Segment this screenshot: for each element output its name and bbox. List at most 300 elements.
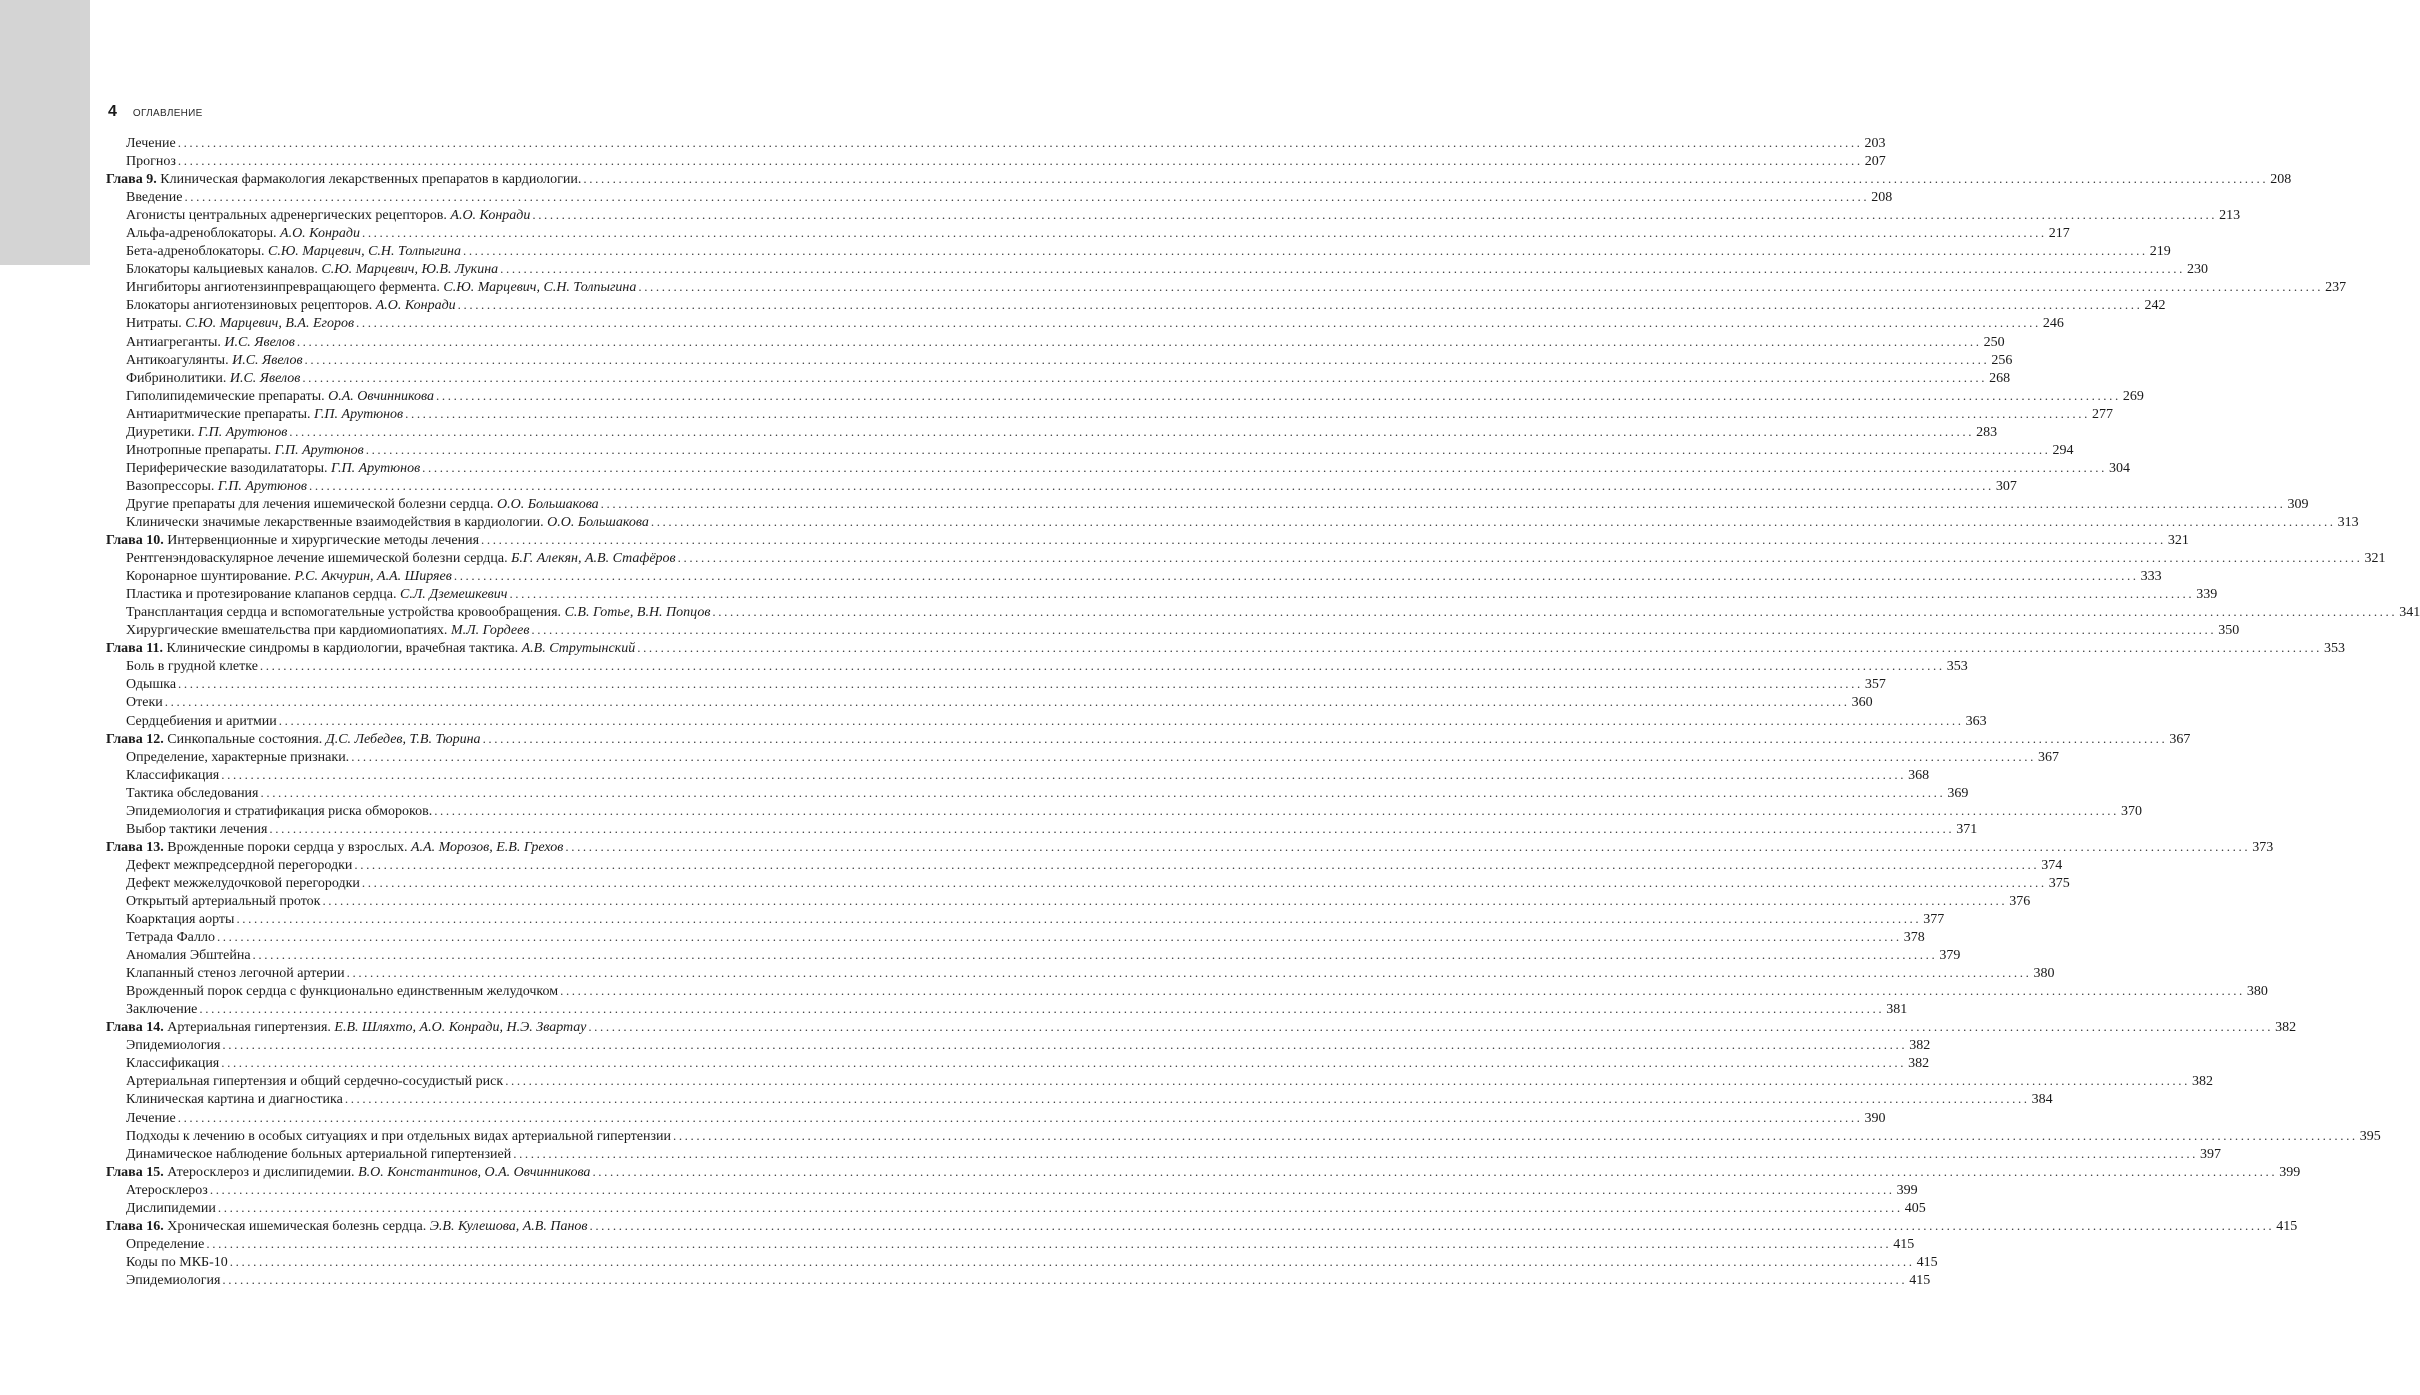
- toc-entry-text: [126, 586, 507, 604]
- toc-section-entry[interactable]: [106, 693, 1873, 711]
- toc-section-entry[interactable]: [106, 964, 2055, 982]
- entry-title: Пластика и протезирование клапанов сердца.: [126, 587, 397, 603]
- entry-authors: Э.В. Кулешова, А.В. Панов: [429, 1218, 588, 1234]
- entry-page-number: 380: [2033, 966, 2055, 982]
- toc-section-entry[interactable]: [106, 351, 2013, 369]
- toc-entry-text: [126, 496, 599, 514]
- entry-page-number: 294: [2052, 442, 2074, 458]
- toc-entry-text: [126, 424, 287, 442]
- entry-title: Заключение: [126, 1002, 198, 1018]
- toc-section-entry[interactable]: [106, 296, 2166, 314]
- toc-section-entry[interactable]: [106, 1054, 1930, 1072]
- entry-authors: С.Ю. Марцевич, Ю.В. Лукина: [321, 262, 499, 278]
- toc-section-entry[interactable]: [106, 278, 2347, 296]
- dot-leader: [505, 1072, 2190, 1090]
- toc-section-entry[interactable]: [106, 206, 2241, 224]
- toc-entry-text: [126, 153, 176, 171]
- toc-section-entry[interactable]: [106, 224, 2070, 242]
- toc-entry-text: [126, 911, 234, 929]
- toc-chapter-entry[interactable]: [106, 730, 2191, 748]
- toc-chapter-entry[interactable]: [106, 531, 2189, 549]
- toc-section-entry[interactable]: [106, 134, 1886, 152]
- entry-title: Артериальная гипертензия и общий сердечно-сосудистый риск: [126, 1074, 504, 1090]
- dot-leader: [601, 495, 2286, 513]
- toc-entry-text: [126, 514, 649, 532]
- entry-title: Врожденные пороки сердца у взрослых.: [167, 839, 408, 855]
- entry-page-number: 375: [2048, 875, 2070, 891]
- dot-leader: [560, 982, 2245, 1000]
- entry-page-number: 333: [2140, 569, 2162, 585]
- toc-section-entry[interactable]: [106, 314, 2064, 332]
- dot-leader: [565, 838, 2250, 856]
- toc-entry-text: [126, 875, 360, 893]
- entry-page-number: 415: [1893, 1236, 1915, 1252]
- toc-section-entry[interactable]: [106, 784, 1969, 802]
- entry-title: Хирургические вмешательства при кардиомиопатиях.: [126, 623, 448, 639]
- entry-title: Лечение: [126, 1110, 176, 1126]
- entry-page-number: 360: [1851, 695, 1873, 711]
- entry-page-number: 242: [2144, 298, 2166, 314]
- toc-entry-text: [126, 207, 530, 225]
- entry-title: Антиаритмические препараты.: [126, 406, 311, 422]
- toc-entry-text: [126, 460, 420, 478]
- entry-page-number: 397: [2200, 1146, 2222, 1162]
- entry-authors: О.А. Овчинникова: [328, 388, 435, 404]
- entry-page-number: 371: [1956, 821, 1978, 837]
- dot-leader: [500, 260, 2185, 278]
- dot-leader: [230, 1253, 1915, 1271]
- entry-authors: С.Л. Дземешкевич: [399, 587, 508, 603]
- chapter-label: Глава 15.: [106, 1164, 164, 1180]
- entry-title: Атеросклероз и дислипидемии.: [167, 1164, 355, 1180]
- entry-page-number: 339: [2196, 587, 2218, 603]
- toc-section-entry[interactable]: [106, 567, 2162, 585]
- dot-leader: [589, 1217, 2274, 1235]
- dot-leader: [165, 693, 1850, 711]
- entry-page-number: 353: [2324, 641, 2346, 657]
- entry-page-number: 374: [2041, 857, 2063, 873]
- dot-leader: [347, 964, 2032, 982]
- dot-leader: [217, 928, 1902, 946]
- entry-page-number: 250: [1983, 334, 2005, 350]
- toc-chapter-entry[interactable]: [106, 838, 2274, 856]
- toc-section-entry[interactable]: [106, 188, 1893, 206]
- entry-title: Дислипидемии: [126, 1200, 216, 1216]
- toc-entry-text: [126, 767, 219, 785]
- entry-page-number: 207: [1864, 154, 1886, 170]
- entry-authors: Б.Г. Алекян, А.В. Стафёров: [511, 551, 676, 567]
- dot-leader: [322, 892, 2007, 910]
- entry-authors: С.Ю. Марцевич, С.Н. Толпыгина: [443, 280, 637, 296]
- entry-authors: С.Ю. Марцевич, С.Н. Толпыгина: [268, 244, 461, 260]
- toc-entry-text: [126, 1037, 220, 1055]
- entry-title: Гиполипидемические препараты.: [126, 388, 325, 404]
- dot-leader: [483, 730, 2168, 748]
- dot-leader: [222, 1036, 1907, 1054]
- entry-title: Нитраты.: [126, 316, 182, 332]
- toc-entry-text: [126, 406, 403, 424]
- entry-page-number: 415: [1909, 1272, 1931, 1288]
- toc-section-entry[interactable]: [106, 333, 2005, 351]
- dot-leader: [583, 170, 2268, 188]
- entry-page-number: 369: [1947, 785, 1969, 801]
- entry-authors: Г.П. Арутюнов: [314, 406, 404, 422]
- dot-leader: [236, 910, 1921, 928]
- toc-section-entry[interactable]: [106, 1000, 1908, 1018]
- dot-leader: [481, 531, 2166, 549]
- dot-leader: [279, 712, 1964, 730]
- entry-title: Фибринолитики.: [126, 370, 227, 386]
- dot-leader: [509, 585, 2194, 603]
- toc-section-entry[interactable]: [106, 1181, 1918, 1199]
- toc-chapter-entry[interactable]: [106, 1163, 2301, 1181]
- entry-page-number: 379: [1939, 948, 1961, 964]
- toc-entry-text: [126, 929, 215, 947]
- running-title: ОГЛАВЛЕНИЕ: [132, 108, 203, 119]
- entry-page-number: 230: [2186, 262, 2208, 278]
- entry-title: Другие препараты для лечения ишемической болезни сердца.: [126, 496, 494, 512]
- toc-section-entry[interactable]: [106, 1109, 1886, 1127]
- toc-section-entry[interactable]: [106, 405, 2113, 423]
- toc-section-entry[interactable]: [106, 1253, 1938, 1271]
- toc-section-entry[interactable]: [106, 459, 2130, 477]
- toc-section-entry[interactable]: [106, 495, 2309, 513]
- toc-chapter-entry[interactable]: [106, 170, 2292, 188]
- toc-entry-text: [126, 261, 498, 279]
- dot-leader: [222, 1271, 1907, 1289]
- entry-title: Эпидемиология и стратификация риска обмороков.: [126, 803, 433, 819]
- entry-page-number: 304: [2108, 460, 2130, 476]
- toc-entry-text: [126, 334, 295, 352]
- entry-page-number: 237: [2325, 280, 2347, 296]
- dot-leader: [588, 1018, 2273, 1036]
- toc-entry-text: [126, 694, 163, 712]
- dot-leader: [463, 242, 2148, 260]
- entry-page-number: 213: [2219, 208, 2241, 224]
- toc-section-entry[interactable]: [106, 621, 2240, 639]
- toc-entry-text: [126, 388, 434, 406]
- toc-section-entry[interactable]: [106, 802, 2143, 820]
- entry-page-number: 395: [2359, 1128, 2381, 1144]
- entry-title: Классификация: [126, 767, 220, 783]
- entry-page-number: 246: [2042, 316, 2064, 332]
- entry-page-number: 208: [1871, 190, 1893, 206]
- entry-page-number: 203: [1864, 136, 1886, 151]
- toc-entry-text: [126, 676, 176, 694]
- entry-title: Периферические вазодилататоры.: [126, 460, 328, 476]
- toc-entry-text: [126, 352, 303, 370]
- entry-title: Блокаторы кальциевых каналов.: [126, 262, 318, 278]
- dot-leader: [651, 513, 2336, 531]
- toc-entry-text: [126, 1236, 204, 1254]
- entry-page-number: 382: [1908, 1056, 1930, 1072]
- entry-page-number: 269: [2122, 388, 2144, 404]
- entry-title: Лечение: [126, 136, 176, 151]
- entry-title: Тактика обследования: [126, 785, 259, 801]
- dot-leader: [178, 134, 1863, 152]
- toc-section-entry[interactable]: [106, 1145, 2222, 1163]
- page-edge-tab: [0, 0, 90, 265]
- page-header: [108, 103, 203, 123]
- entry-authors: А.О. Конради: [450, 208, 531, 224]
- entry-authors: Г.П. Арутюнов: [331, 460, 421, 476]
- chapter-label: Глава 11.: [106, 641, 163, 657]
- entry-title: Определение: [126, 1236, 205, 1252]
- entry-title: Интервенционные и хирургические методы лечения: [167, 533, 480, 549]
- entry-title: Клинические синдромы в кардиологии, врачебная тактика.: [166, 641, 519, 657]
- toc-section-entry[interactable]: [106, 1072, 2213, 1090]
- entry-title: Инотропные препараты.: [126, 442, 272, 458]
- entry-page-number: 341: [2399, 605, 2420, 621]
- entry-title: Классификация: [126, 1056, 220, 1072]
- entry-authors: В.О. Константинов, О.А. Овчинникова: [358, 1164, 591, 1180]
- dot-leader: [221, 1054, 1906, 1072]
- entry-title: Агонисты центральных адренергических рецепторов.: [126, 208, 447, 224]
- entry-title: Антикоагулянты.: [126, 352, 229, 368]
- toc-section-entry[interactable]: [106, 675, 1886, 693]
- toc-entry-text: [126, 1182, 208, 1200]
- entry-title: Одышка: [126, 677, 177, 693]
- toc-section-entry[interactable]: [106, 1036, 1931, 1054]
- entry-authors: А.В. Струтынский: [521, 641, 636, 657]
- toc-entry-text: [126, 983, 558, 1001]
- toc-section-entry[interactable]: [106, 946, 1961, 964]
- toc-section-entry[interactable]: [106, 748, 2059, 766]
- dot-leader: [345, 1090, 2030, 1108]
- entry-page-number: 321: [2167, 533, 2189, 549]
- dot-leader: [178, 152, 1863, 170]
- entry-page-number: 367: [2038, 749, 2059, 765]
- toc-section-entry[interactable]: [106, 1271, 1931, 1289]
- toc-section-entry[interactable]: [106, 441, 2074, 459]
- dot-leader: [673, 1127, 2358, 1145]
- toc-entry-text: [126, 803, 432, 821]
- chapter-label: Глава 9.: [106, 172, 157, 188]
- dot-leader: [178, 1109, 1863, 1127]
- toc-section-entry[interactable]: [106, 477, 2017, 495]
- dot-leader: [356, 314, 2041, 332]
- entry-page-number: 405: [1904, 1200, 1926, 1216]
- toc-section-entry[interactable]: [106, 369, 2011, 387]
- toc-chapter-entry[interactable]: [106, 1018, 2297, 1036]
- toc-section-entry[interactable]: [106, 1199, 1926, 1217]
- chapter-label: Глава 14.: [106, 1020, 164, 1036]
- entry-page-number: 353: [1946, 659, 1968, 675]
- dot-leader: [305, 351, 1990, 369]
- entry-title: Открытый артериальный проток: [126, 893, 321, 909]
- toc-entry-text: [106, 640, 635, 658]
- entry-title: Рентгенэндоваскулярное лечение ишемической болезни сердца.: [126, 551, 508, 567]
- dot-leader: [454, 567, 2139, 585]
- entry-page-number: 321: [2364, 551, 2386, 567]
- toc-section-entry[interactable]: [106, 423, 1998, 441]
- chapter-label: Глава 12.: [106, 731, 164, 747]
- entry-title: Коронарное шунтирование.: [126, 569, 291, 585]
- entry-authors: А.О. Конради: [280, 226, 360, 242]
- entry-title: Трансплантация сердца и вспомогательные устройства кровообращения.: [126, 605, 562, 621]
- toc-entry-text: [126, 478, 307, 496]
- toc-entry-text: [126, 297, 456, 315]
- toc-entry-text: [126, 1110, 176, 1128]
- dot-leader: [269, 820, 1954, 838]
- entry-page-number: 373: [2252, 839, 2274, 855]
- toc-section-entry[interactable]: [106, 856, 2063, 874]
- entry-page-number: 415: [2276, 1218, 2298, 1234]
- toc-entry-text: [106, 171, 581, 189]
- toc-entry-text: [126, 550, 676, 568]
- dot-leader: [422, 459, 2107, 477]
- entry-page-number: 309: [2287, 496, 2309, 512]
- toc-entry-text: [106, 532, 479, 550]
- entry-authors: О.О. Большакова: [547, 514, 649, 530]
- dot-leader: [436, 387, 2121, 405]
- toc-section-entry[interactable]: [106, 260, 2208, 278]
- toc-entry-text: [126, 279, 636, 297]
- toc-section-entry[interactable]: [106, 1127, 2381, 1145]
- toc-entry-text: [126, 1146, 511, 1164]
- toc-entry-text: [126, 1200, 216, 1218]
- toc-section-entry[interactable]: [106, 982, 2268, 1000]
- entry-page-number: 217: [2048, 226, 2070, 242]
- toc-entry-text: [126, 622, 529, 640]
- entry-page-number: 384: [2031, 1092, 2053, 1108]
- dot-leader: [199, 1000, 1884, 1018]
- entry-page-number: 268: [1989, 370, 2011, 386]
- entry-page-number: 377: [1923, 912, 1945, 928]
- toc-section-entry[interactable]: [106, 712, 1987, 730]
- entry-page-number: 382: [2275, 1020, 2297, 1036]
- entry-authors: Р.С. Акчурин, А.А. Ширяев: [294, 569, 452, 585]
- dot-leader: [221, 766, 1906, 784]
- entry-page-number: 219: [2149, 244, 2171, 260]
- dot-leader: [206, 1235, 1891, 1253]
- entry-authors: А.А. Морозов, Е.В. Грехов: [410, 839, 564, 855]
- entry-page-number: 208: [2270, 172, 2292, 188]
- toc-section-entry[interactable]: [106, 152, 1886, 170]
- toc-entry-text: [126, 658, 258, 676]
- dot-leader: [309, 477, 1994, 495]
- entry-authors: С.В. Готье, В.Н. Попцов: [564, 605, 711, 621]
- entry-authors: Г.П. Арутюнов: [198, 424, 288, 440]
- entry-page-number: 363: [1965, 713, 1987, 729]
- entry-title: Антиагреганты.: [126, 334, 221, 350]
- entry-authors: С.Ю. Марцевич, В.А. Егоров: [185, 316, 355, 332]
- toc-section-entry[interactable]: [106, 657, 1968, 675]
- entry-title: Тетрада Фалло: [126, 930, 215, 946]
- dot-leader: [362, 874, 2047, 892]
- dot-leader: [712, 603, 2397, 621]
- entry-title: Динамическое наблюдение больных артериальной гипертензией: [126, 1146, 512, 1162]
- entry-title: Боль в грудной клетке: [126, 659, 258, 675]
- table-of-contents: [106, 134, 2420, 1289]
- toc-section-entry[interactable]: [106, 549, 2386, 567]
- dot-leader: [531, 621, 2216, 639]
- entry-title: Определение, характерные признаки.: [126, 749, 350, 765]
- entry-page-number: 307: [1995, 478, 2017, 494]
- dot-leader: [592, 1163, 2277, 1181]
- entry-title: Альфа-адреноблокаторы.: [126, 226, 277, 242]
- dot-leader: [297, 333, 1982, 351]
- chapter-label: Глава 13.: [106, 839, 164, 855]
- dot-leader: [210, 1181, 1895, 1199]
- toc-entry-text: [126, 135, 176, 153]
- dot-leader: [366, 441, 2051, 459]
- toc-section-entry[interactable]: [106, 874, 2070, 892]
- toc-entry-text: [126, 1254, 228, 1272]
- toc-section-entry[interactable]: [106, 603, 2420, 621]
- entry-authors: Г.П. Арутюнов: [217, 478, 307, 494]
- entry-page-number: 399: [1896, 1182, 1918, 1198]
- entry-title: Диуретики.: [126, 424, 195, 440]
- dot-leader: [458, 296, 2143, 314]
- toc-entry-text: [126, 225, 360, 243]
- entry-title: Хроническая ишемическая болезнь сердца.: [167, 1218, 427, 1234]
- toc-section-entry[interactable]: [106, 242, 2171, 260]
- toc-entry-text: [106, 1019, 586, 1037]
- toc-section-entry[interactable]: [106, 910, 1945, 928]
- entry-title: Вазопрессоры.: [126, 478, 215, 494]
- toc-section-entry[interactable]: [106, 1090, 2053, 1108]
- entry-authors: Е.В. Шляхто, А.О. Конради, Н.Э. Звартау: [334, 1020, 587, 1036]
- entry-title: Врожденный порок сердца с функционально единственным желудочком: [126, 984, 559, 1000]
- toc-entry-text: [106, 1218, 587, 1236]
- toc-chapter-entry[interactable]: [106, 1217, 2298, 1235]
- entry-authors: О.О. Большакова: [497, 496, 599, 512]
- toc-entry-text: [126, 893, 320, 911]
- entry-title: Эпидемиология: [126, 1272, 221, 1288]
- entry-authors: А.О. Конради: [375, 298, 456, 314]
- entry-title: Дефект межпредсердной перегородки: [126, 857, 353, 873]
- toc-section-entry[interactable]: [106, 892, 2031, 910]
- toc-section-entry[interactable]: [106, 766, 1930, 784]
- toc-section-entry[interactable]: [106, 820, 1978, 838]
- entry-authors: Г.П. Арутюнов: [274, 442, 364, 458]
- entry-authors: И.С. Явелов: [224, 334, 295, 350]
- entry-page-number: 277: [2091, 406, 2113, 422]
- entry-title: Синкопальные состояния.: [167, 731, 323, 747]
- toc-entry-text: [126, 1001, 197, 1019]
- entry-page-number: 368: [1908, 767, 1930, 783]
- toc-section-entry[interactable]: [106, 585, 2218, 603]
- dot-leader: [178, 675, 1863, 693]
- toc-section-entry[interactable]: [106, 928, 1925, 946]
- dot-leader: [184, 188, 1869, 206]
- toc-entry-text: [126, 189, 182, 207]
- toc-section-entry[interactable]: [106, 387, 2144, 405]
- toc-section-entry[interactable]: [106, 1235, 1915, 1253]
- entry-title: Эпидемиология: [126, 1038, 221, 1054]
- dot-leader: [637, 639, 2322, 657]
- chapter-label: Глава 16.: [106, 1218, 164, 1234]
- toc-entry-text: [126, 442, 364, 460]
- entry-title: Ингибиторы ангиотензинпревращающего фермента.: [126, 280, 440, 296]
- toc-chapter-entry[interactable]: [106, 639, 2346, 657]
- entry-title: Клиническая картина и диагностика: [126, 1092, 343, 1108]
- entry-title: Клинически значимые лекарственные взаимодействия в кардиологии.: [126, 514, 544, 530]
- dot-leader: [354, 856, 2039, 874]
- entry-title: Блокаторы ангиотензиновых рецепторов.: [126, 298, 373, 314]
- entry-page-number: 256: [1991, 352, 2013, 368]
- toc-entry-text: [126, 568, 452, 586]
- entry-title: Коарктация аорты: [126, 912, 235, 928]
- dot-leader: [678, 549, 2363, 567]
- dot-leader: [261, 784, 1946, 802]
- entry-title: Клиническая фармакология лекарственных препаратов в кардиологии.: [160, 172, 582, 188]
- dot-leader: [253, 946, 1938, 964]
- toc-section-entry[interactable]: [106, 513, 2359, 531]
- entry-title: Отеки: [126, 695, 163, 711]
- entry-page-number: 381: [1886, 1002, 1908, 1018]
